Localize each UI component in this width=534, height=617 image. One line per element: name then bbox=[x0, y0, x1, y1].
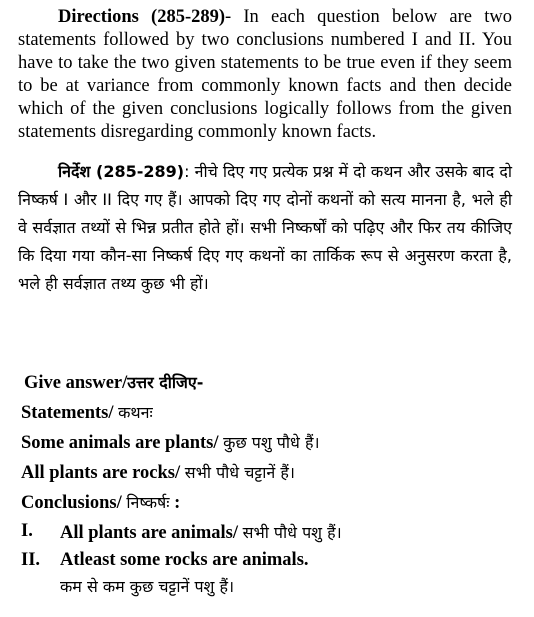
directions-text-hindi: : नीचे दिए गए प्रत्येक प्रश्न में दो कथन और उसके बाद दो निष्कर्ष I और II दिए गए हैं। आपको दिए गए दोनों कथनों को सत्य मानना है, भले ही वे सर्वज्ञात तथ्यों से भिन्न प्रतीत होते हों। सभी निष्कर्षों को पढ़िए और फिर तय कीजिए कि दिया गया कौन-सा निष्कर्ष दिए गए कथनों का तार्किक रूप से अनुसरण करता है, भले ही सर्वज्ञात तथ्य कुछ भी हों। bbox=[18, 162, 512, 293]
statement-2-hindi: सभी पौधे चट्टानें हैं। bbox=[184, 463, 295, 482]
statement-1 bbox=[21, 431, 320, 454]
give-answer-hindi: उत्तर दीजिए- bbox=[127, 373, 204, 392]
directions-text-english: - In each question below are two statements followed by two conclusions numbered I and II. You have to take the two given statements to be true even if they seem to be at variance from commonly known facts and then decide which of the given conclusions logically follows from the given statements disregarding commonly known facts. bbox=[18, 7, 512, 142]
conclusions-heading bbox=[21, 491, 180, 514]
conclusions-heading-english: Conclusions/ bbox=[21, 493, 127, 513]
statements-heading-hindi: कथनः bbox=[118, 403, 153, 422]
conclusion-2-number: II. bbox=[21, 550, 41, 570]
give-answer-line bbox=[24, 371, 203, 394]
directions-label-english: Directions (285-289) bbox=[58, 7, 226, 27]
statement-2-english: All plants are rocks/ bbox=[21, 463, 185, 483]
conclusion-1-hindi: सभी पौधे पशु हैं। bbox=[242, 523, 342, 542]
directions-hindi bbox=[18, 158, 512, 298]
conclusion-2-english: Atleast some rocks are animals. bbox=[60, 550, 309, 570]
statement-1-hindi: कुछ पशु पौधे हैं। bbox=[223, 433, 320, 452]
statement-2 bbox=[21, 461, 295, 484]
conclusion-1 bbox=[60, 521, 342, 544]
conclusions-heading-suffix: : bbox=[169, 493, 181, 513]
conclusion-1-english: All plants are animals/ bbox=[60, 523, 243, 543]
statements-heading bbox=[21, 401, 153, 424]
statement-1-english: Some animals are plants/ bbox=[21, 433, 224, 453]
conclusions-heading-hindi: निष्कर्षः bbox=[126, 493, 170, 512]
directions-label-hindi: निर्देश (285-289) bbox=[58, 162, 185, 181]
statements-heading-english: Statements/ bbox=[21, 403, 119, 423]
conclusion-2-hindi: कम से कम कुछ चट्टानें पशु हैं। bbox=[60, 577, 235, 596]
conclusion-1-number: I. bbox=[21, 521, 33, 541]
directions-english bbox=[18, 6, 512, 144]
give-answer-english: Give answer/ bbox=[24, 373, 128, 393]
